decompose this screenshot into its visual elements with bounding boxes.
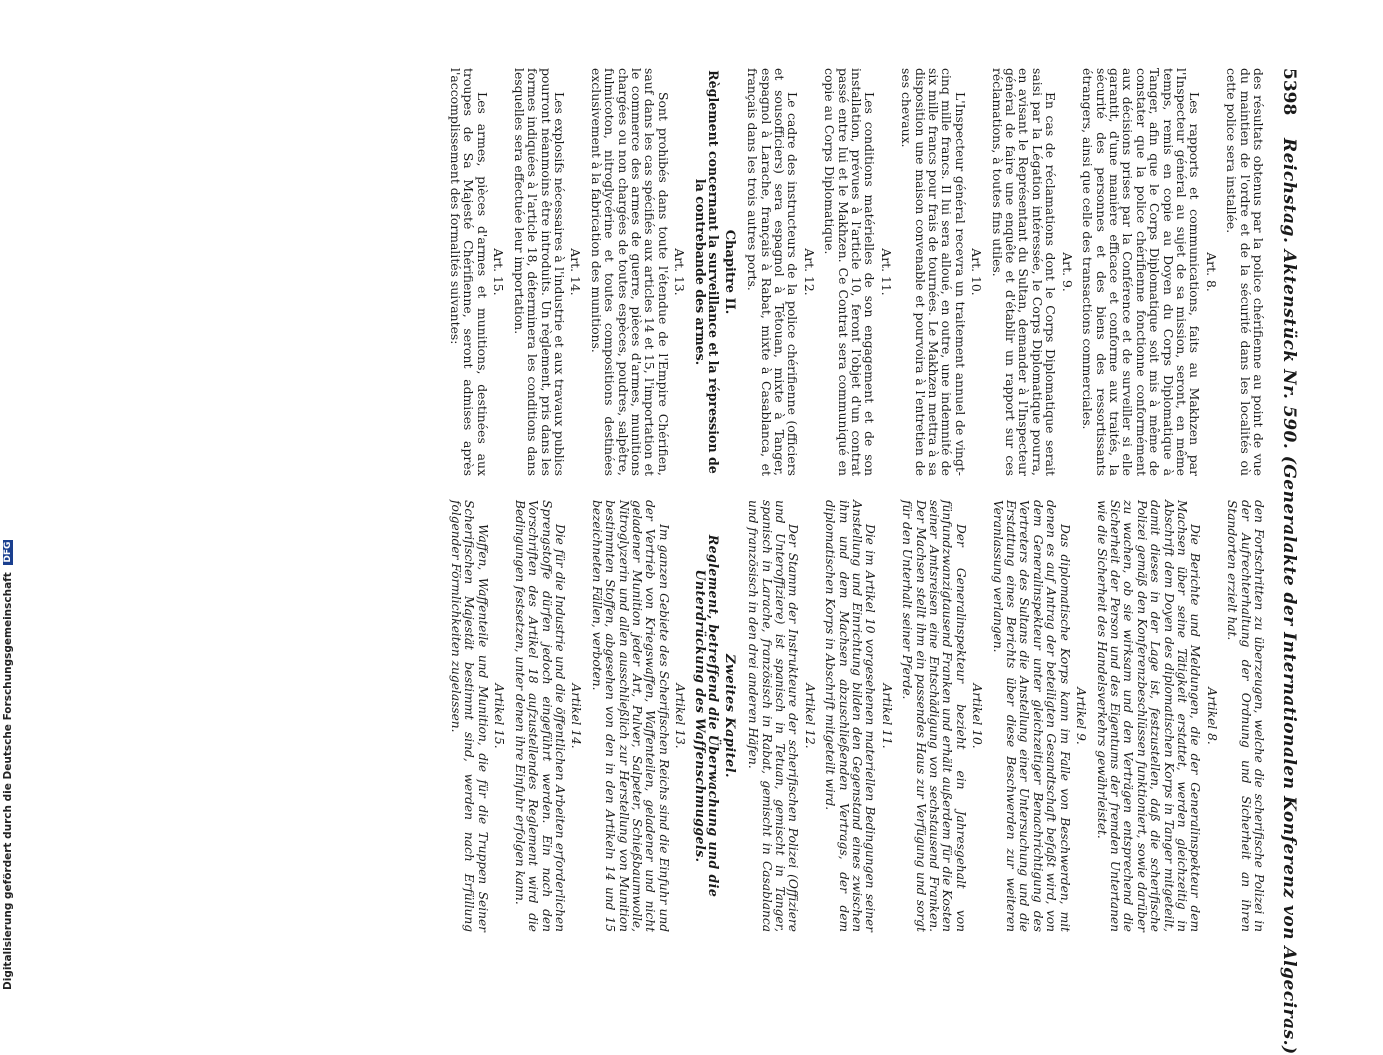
- german-column: [449, 500, 1265, 932]
- german-chapter-subtitle: Reglement, betreffend die Überwachung und die Unterdrückung des Waffenschmuggels.: [692, 534, 722, 898]
- german-article-heading: Artikel 8.: [1204, 687, 1219, 745]
- french-article-heading: Art. 15.: [491, 248, 507, 296]
- french-article-heading: Art. 14.: [568, 248, 584, 296]
- german-paragraph: den Fortschritten zu überzeugen, welche die scherifische Polizei in der Aufrechterhaltung der Ordnung und Sicherheit an ihren Standorten erzielt hat.: [1225, 500, 1266, 932]
- german-paragraph: Im ganzen Gebiete des Scherifischen Reichs sind die Einfuhr und der Vertrieb von Kriegswaffen, Waffenteilen, geladener und nicht geladener Munition jeder Art, Pulver, Salpeter, Schießbaumwolle, Nitroglyzerin und allen ausschließlich zur Herstellung von Munition bestimmten Stoffen, abgesehen von den in den Artikeln 14 und 15 bezeichneten Fällen, verboten.: [589, 500, 671, 932]
- french-paragraph: Les rapports et communications, faits au Makhzen par l'Inspecteur général au sujet de sa mission, seront, en même temps, remis en copie au Doyen du Corps Diplomatique à Tanger, afin que le Corps Diplomatique soit mis à même de constater que la police chérifienne fonctionne conformément aux décisions prises par la Conférence et de surveiller si elle garantit, d'une manière efficace et conforme aux traités, la sécurité des personnes et des biens des ressortissants étrangers, ainsi que celle des transactions commerciales.: [1080, 68, 1203, 476]
- german-article-heading: Artikel 14.: [569, 683, 584, 749]
- french-paragraph: des résultats obtenus par la police chérifienne au point de vue du maintien de l'ordre et de la sécurité dans les localités où cette police sera installée.: [1224, 68, 1266, 476]
- french-paragraph: Les explosifs nécessaires à l'industrie et aux travaux publics pourront néanmoins être introduits. Un règlement, pris dans les formes indiquées à l'article 18, déterminera les conditions dans lesquelles sera effectuée leur importation.: [511, 68, 567, 476]
- german-paragraph: Die im Artikel 10 vorgesehenen materiellen Bedingungen seiner Anstellung und Einrichtung bilden den Gegenstand eines zwischen ihm und dem Machsen abzuschließenden Vertrags, der dem diplomatischen Korps in Abschrift mitgeteilt wird.: [823, 500, 878, 932]
- german-article-heading: Artikel 9.: [1074, 687, 1089, 745]
- german-chapter-heading: Zweites Kapitel.: [721, 654, 737, 778]
- running-title: Reichstag. Aktenstück Nr. 590. (Generalakte der Internationalen Konferenz von Algeciras.): [1279, 138, 1299, 1055]
- french-article-heading: Art. 9.: [1059, 252, 1075, 292]
- french-article-heading: Art. 10.: [969, 248, 985, 296]
- french-chapter-heading: Chapitre II.: [721, 229, 737, 315]
- german-article-heading: Artikel 10.: [970, 683, 985, 749]
- french-article-heading: Art. 11.: [878, 248, 894, 296]
- dfg-logo: DFG: [3, 541, 13, 563]
- french-article-heading: Art. 12.: [801, 248, 817, 296]
- french-paragraph: Le cadre des instructeurs de la police chérifienne (officiers et sousofficiers) sera espagnol à Tétouan, mixte à Tanger, espagnol à Larache, français à Rabat, mixte à Casablanca, et français dans les trois autres ports.: [745, 68, 801, 476]
- german-article-heading: Artikel 12.: [802, 683, 817, 749]
- french-paragraph: Les armes, pièces d'armes et munitions, destinées aux troupes de Sa Majesté Chérifienne, seront admises après l'accomplissement des formalités suivantes:: [448, 68, 490, 476]
- french-paragraph: Sont prohibés dans toute l'étendue de l'Empire Chérifien, sauf dans les cas spécifiés aux articles 14 et 15, l'importation et le commerce des armes de guerre, pièces d'armes, munitions chargées ou non chargées de toutes espèces, poudres, salpêtre, fulmicoton, nitroglycérine et toutes compositions destinées exclusivement à la fabrication des munitions.: [588, 68, 671, 476]
- german-article-heading: Artikel 11.: [879, 683, 894, 749]
- french-chapter-subtitle: Règlement concernant la surveillance et la répression de la contrebande des armes.: [692, 70, 722, 474]
- german-paragraph: Das diplomatische Korps kann im Falle von Beschwerden, mit denen es auf Antrag der beteiligten Gesandtschaft befaßt wird, von dem Generalinspekteur unter gleichzeitiger Benachrichtigung des Vertreters des Sultans die Anstellung einer Untersuchung und die Erstattung eines Berichts über diese Beschwerden zur weiteren Veranlassung verlangen.: [990, 500, 1072, 932]
- french-article-heading: Art. 8.: [1203, 252, 1219, 292]
- german-paragraph: Die Berichte und Meldungen, die der Generalinspekteur dem Machsen über seine Tätigkeit erstattet, werden gleichzeitig in Abschrift dem Doyen des diplomatischen Korps in Tanger mitgeteilt, damit dieses in der Lage ist, festzustellen, daß die scherifische Polizei gemäß den Konferenzbeschlüssen funktioniert, sowie darüber zu wachen, ob sie wirksam und den Verträgen entsprechend die Sicherheit der Person und des Eigentums der fremden Untertanen wie die Sicherheit des Handelsverkehrs gewährleistet.: [1094, 500, 1203, 932]
- french-paragraph: En cas de réclamations dont le Corps Diplomatique serait saisi par la Légation intéressée, le Corps Diplomatique pourra, en avisant le Représentant du Sultan, demander à l'Inspecteur général de faire une enquête et d'établir un rapport sur ces réclamations, à toutes fins utiles.: [989, 68, 1059, 476]
- german-paragraph: Die für die Industrie und die öffentlichen Arbeiten erforderlichen Sprengstoffe dürfen jedoch eingeführt werden. Ein nach den Vorschriften des Artikel 18 aufzustellendes Reglement wird die Bedingungen festsetzen, unter denen ihre Einfuhr erfolgen kann.: [512, 500, 567, 932]
- page-header: [1271, 68, 1299, 1055]
- french-paragraph: Les conditions matérielles de son engagement et de son installation, prévues à l'article 10, feront l'objet d'un contrat passé entre lui et le Makhzen. Ce Contrat sera communiqué en copie au Corps Diplomatique.: [822, 68, 878, 476]
- french-column: [449, 68, 1265, 476]
- page-number: 5398: [1279, 68, 1299, 116]
- credit-text: Digitalisierung gefördert durch die Deutsche Forschungsgemeinschaft: [2, 572, 14, 990]
- french-article-heading: Art. 13.: [672, 248, 688, 296]
- french-paragraph: L'Inspecteur général recevra un traitement annuel de vingt-cinq mille francs. Il lui sera alloué, en outre, une indemnité de six mille francs pour frais de tournées. Le Makhzen mettra à sa disposition une maison convenable et pourvoira à l'entretien de ses chevaux.: [899, 68, 968, 476]
- german-paragraph: Der Generalinspekteur bezieht ein Jahresgehalt von fünfundzwanzigtausend Franken und erhält außerdem für die Kosten seiner Amtsreisen eine Entschädigung von sechstausend Franken. Der Machsen stellt ihm ein passendes Haus zur Verfügung und sorgt für den Unterhalt seiner Pferde.: [900, 500, 968, 932]
- german-paragraph: Der Stamm der Instrukteure der scherifischen Polizei (Offiziere und Unteroffiziere) ist spanisch in Tetuan, gemischt in Tanger, spanisch in Larache, französisch in Rabat, gemischt in Casablanca und französisch in den drei anderen Häfen.: [746, 500, 801, 932]
- german-paragraph: Waffen, Waffenteile und Munition, die für die Truppen Seiner Scherifischen Majestät bestimmt sind, werden nach Erfüllung folgender Förmlichkeiten zugelassen.: [449, 500, 490, 932]
- german-article-heading: Artikel 13.: [673, 683, 688, 749]
- german-article-heading: Artikel 15.: [492, 683, 507, 749]
